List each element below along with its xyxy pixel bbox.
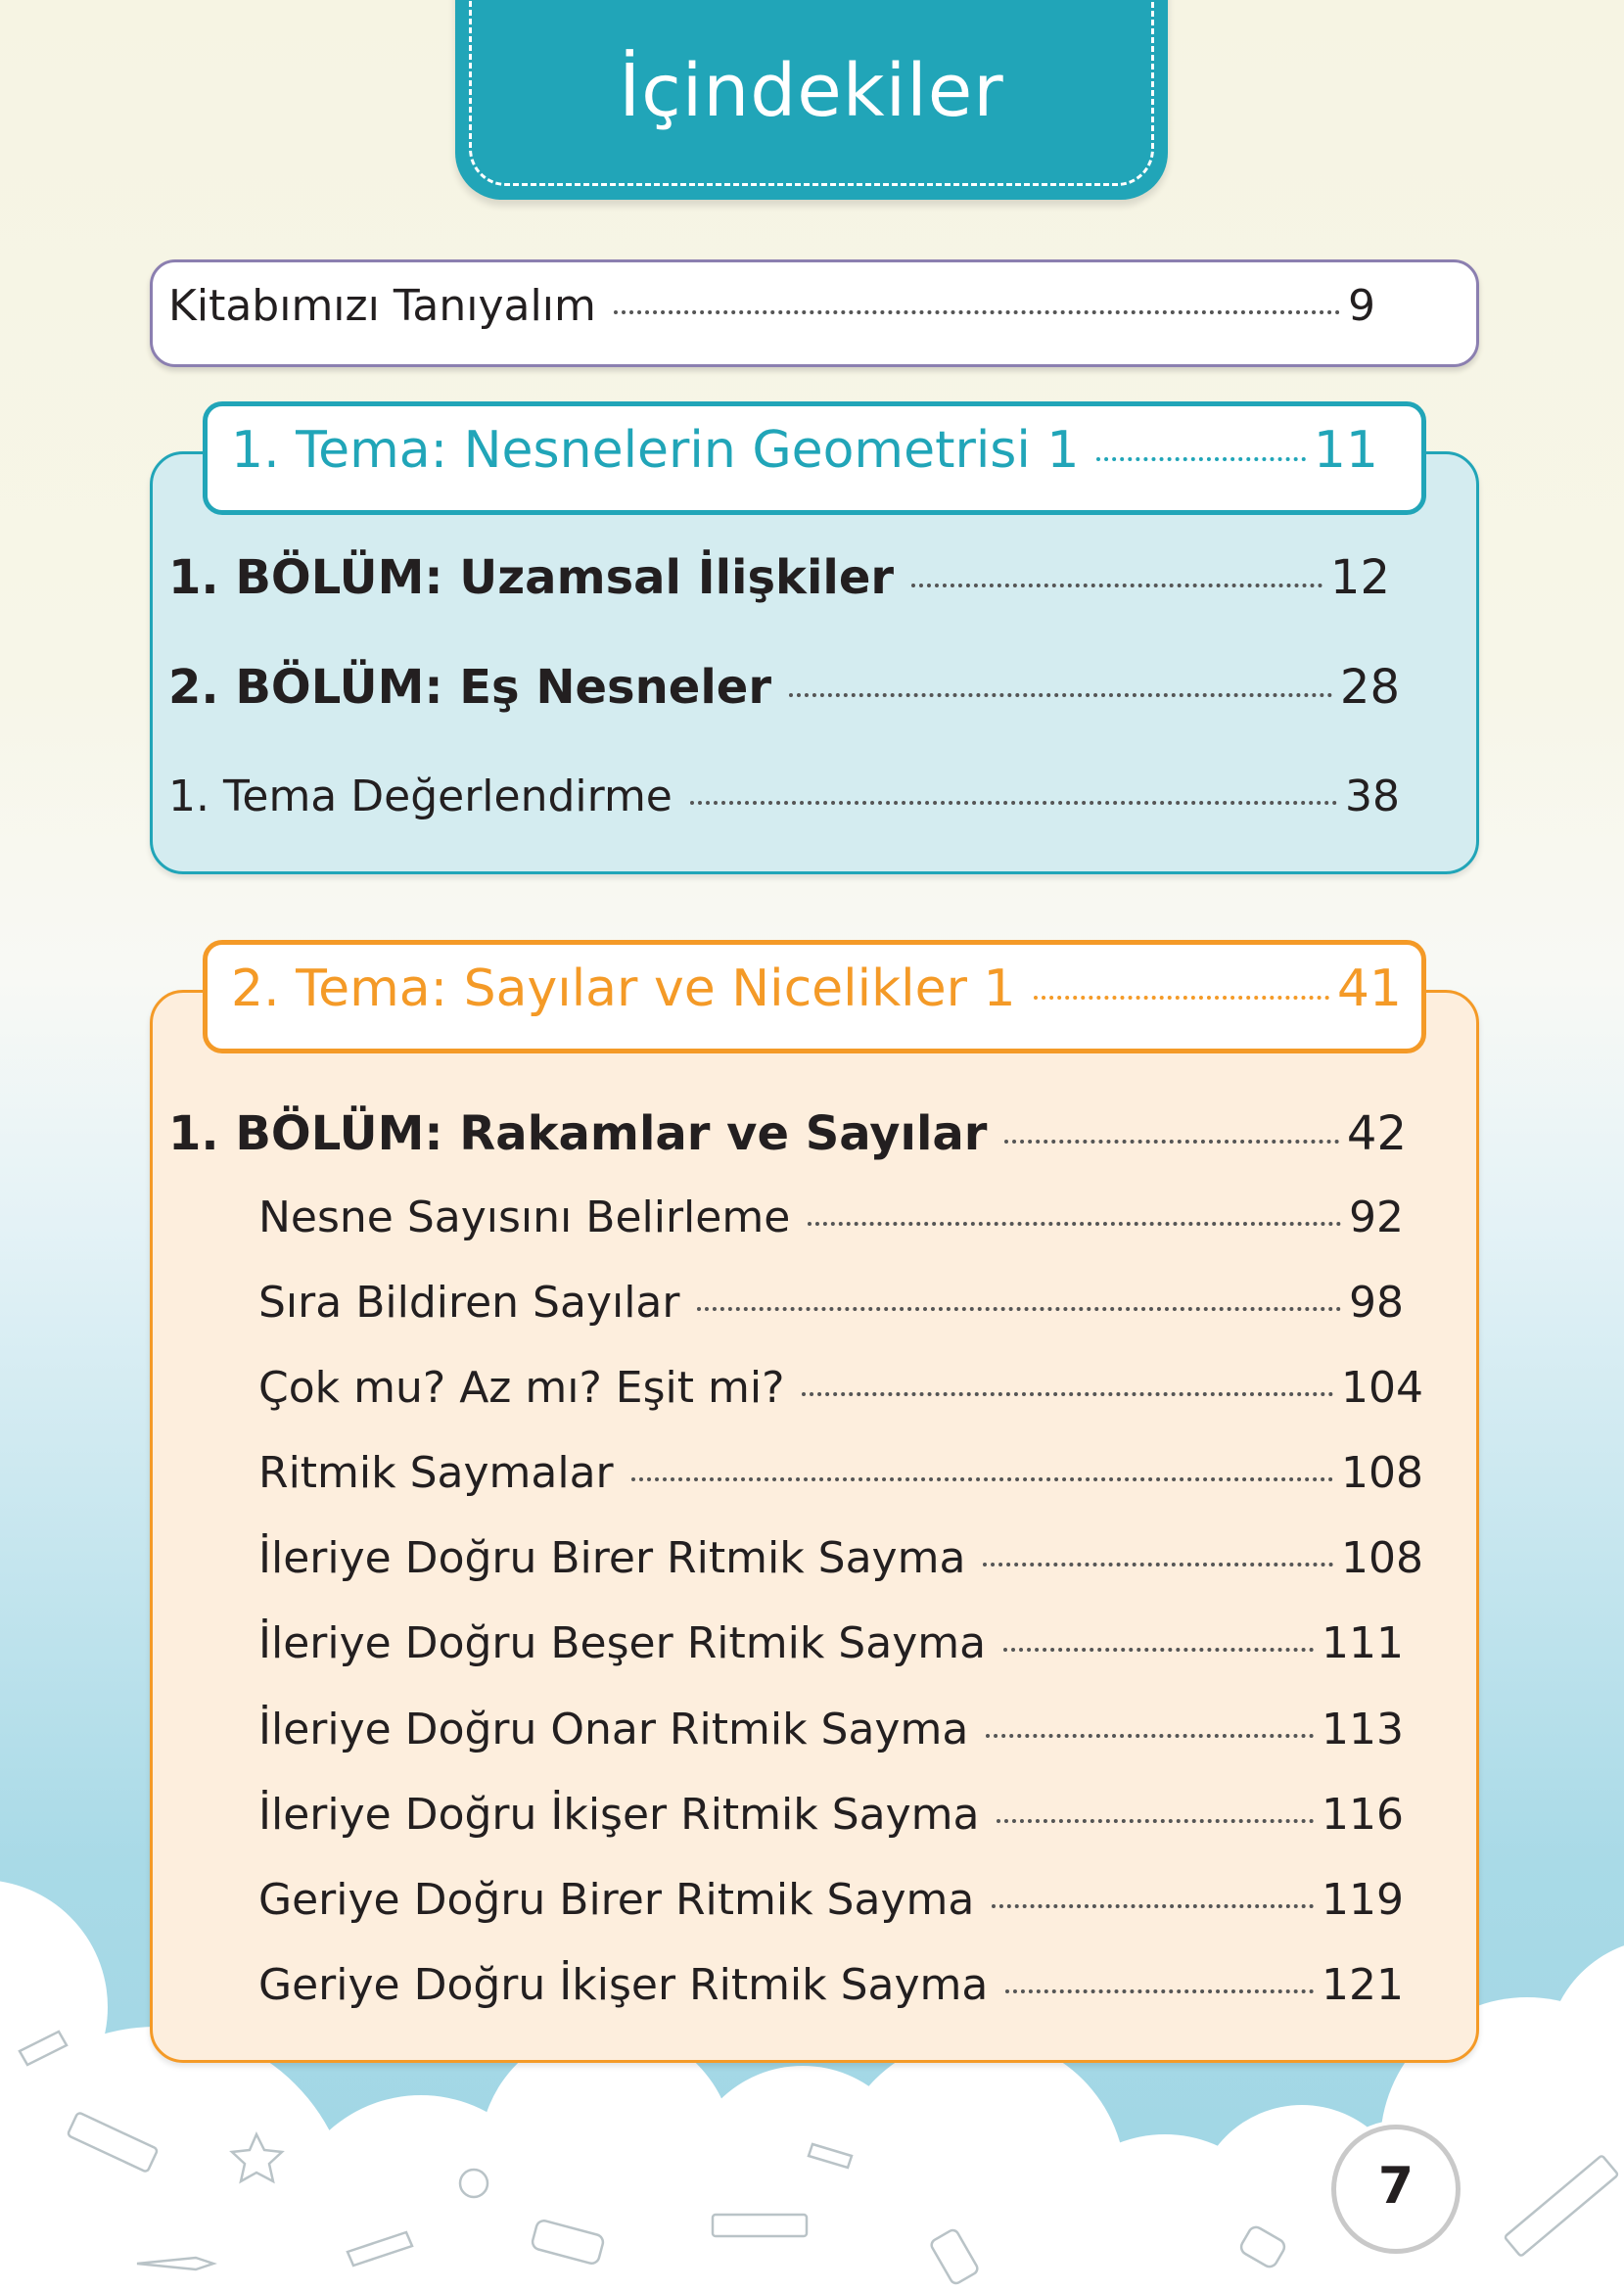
toc-entry-subtopic[interactable] (258, 1960, 1404, 2010)
toc-entry-label: Sıra Bildiren Sayılar (258, 1278, 680, 1328)
page-title: İçindekiler (619, 49, 1004, 133)
dot-leader (802, 1392, 1333, 1396)
dot-leader (911, 584, 1322, 587)
toc-entry-page: 113 (1322, 1705, 1404, 1754)
toc-entry-page: 38 (1345, 771, 1400, 821)
toc-entry-section[interactable] (168, 1106, 1407, 1161)
title-tab (455, 0, 1168, 200)
page-number: 7 (1377, 2157, 1415, 2216)
toc-entry-subtopic[interactable] (258, 1705, 1404, 1754)
toc-entry-subtopic[interactable] (258, 1278, 1404, 1328)
toc-entry-subtopic[interactable] (258, 1618, 1404, 1668)
dot-leader (992, 1904, 1314, 1908)
toc-entry-label: Ritmik Saymalar (258, 1448, 614, 1498)
theme1-page: 11 (1313, 421, 1378, 480)
dot-leader (1096, 457, 1305, 461)
toc-entry-theme1[interactable] (231, 421, 1378, 480)
dot-leader (1003, 1648, 1314, 1652)
toc-entry-label: 1. Tema Değerlendirme (168, 771, 673, 821)
dot-leader (789, 693, 1332, 697)
toc-entry-label: 1. BÖLÜM: Uzamsal İlişkiler (168, 550, 895, 605)
dot-leader (983, 1563, 1333, 1566)
toc-entry-page: 98 (1349, 1278, 1404, 1328)
toc-entry-label: İleriye Doğru İkişer Ritmik Sayma (258, 1790, 980, 1840)
toc-entry-subtopic[interactable] (258, 1363, 1423, 1413)
toc-entry-label: Geriye Doğru Birer Ritmik Sayma (258, 1875, 975, 1925)
toc-entry-page: 119 (1322, 1875, 1404, 1925)
dot-leader (1005, 1989, 1314, 1993)
toc-entry-page: 12 (1329, 550, 1390, 605)
theme2-title: 2. Tema: Sayılar ve Nicelikler 1 (231, 959, 1016, 1018)
toc-entry-subtopic[interactable] (258, 1875, 1404, 1925)
toc-entry-page: 104 (1341, 1363, 1423, 1413)
dot-leader (997, 1819, 1314, 1823)
dot-leader (690, 801, 1337, 805)
theme2-page: 41 (1336, 959, 1402, 1018)
toc-entry-label: Nesne Sayısını Belirleme (258, 1192, 791, 1242)
toc-entry-page: 9 (1348, 281, 1375, 331)
dot-leader (614, 310, 1340, 314)
toc-entry-page: 28 (1339, 660, 1400, 715)
toc-entry-label: İleriye Doğru Beşer Ritmik Sayma (258, 1618, 987, 1668)
toc-entry-page: 108 (1341, 1448, 1423, 1498)
toc-entry-page: 121 (1322, 1960, 1404, 2010)
toc-entry-label: 1. BÖLÜM: Rakamlar ve Sayılar (168, 1106, 988, 1161)
toc-entry-intro[interactable] (168, 281, 1375, 331)
toc-entry-subtopic[interactable] (258, 1448, 1423, 1498)
dot-leader (1034, 996, 1329, 1000)
toc-entry-label: 2. BÖLÜM: Eş Nesneler (168, 660, 772, 715)
toc-entry-label: Çok mu? Az mı? Eşit mi? (258, 1363, 785, 1413)
theme1-title: 1. Tema: Nesnelerin Geometrisi 1 (231, 421, 1080, 480)
toc-entry-subtopic[interactable] (258, 1790, 1404, 1840)
toc-entry-theme2[interactable] (231, 959, 1402, 1018)
toc-entry-evaluation[interactable] (168, 771, 1400, 821)
toc-entry-section[interactable] (168, 660, 1400, 715)
toc-entry-label: Kitabımızı Tanıyalım (168, 281, 596, 331)
toc-entry-page: 92 (1349, 1192, 1404, 1242)
page-number-badge (1331, 2125, 1461, 2254)
toc-entry-label: İleriye Doğru Onar Ritmik Sayma (258, 1705, 969, 1754)
toc-entry-page: 108 (1341, 1533, 1423, 1583)
toc-entry-subtopic[interactable] (258, 1533, 1423, 1583)
dot-leader (1004, 1140, 1338, 1144)
toc-entry-section[interactable] (168, 550, 1390, 605)
toc-entry-page: 111 (1322, 1618, 1404, 1668)
dot-leader (631, 1477, 1333, 1481)
dot-leader (697, 1307, 1341, 1311)
dot-leader (986, 1734, 1314, 1738)
toc-entry-page: 42 (1346, 1106, 1407, 1161)
toc-entry-page: 116 (1322, 1790, 1404, 1840)
toc-entry-label: Geriye Doğru İkişer Ritmik Sayma (258, 1960, 989, 2010)
toc-entry-subtopic[interactable] (258, 1192, 1404, 1242)
toc-entry-label: İleriye Doğru Birer Ritmik Sayma (258, 1533, 966, 1583)
dot-leader (808, 1222, 1341, 1226)
